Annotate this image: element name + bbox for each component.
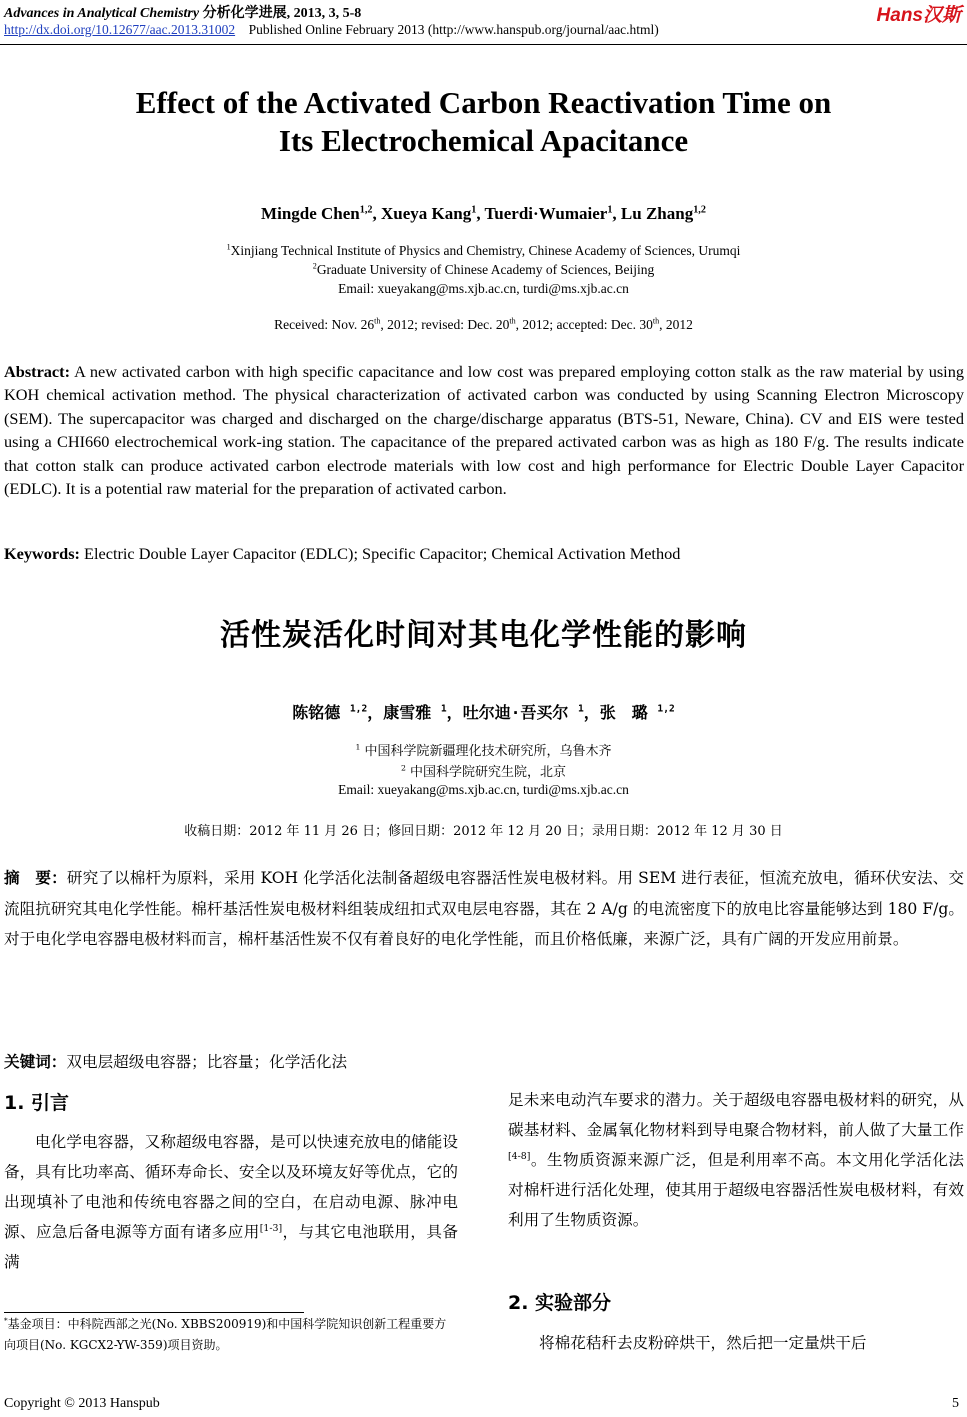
keywords-text-cn: 双电层超级电容器；比容量；化学活化法 xyxy=(66,1053,348,1071)
abstract-text-cn: 研究了以棉杆为原料，采用 KOH 化学活化法制备超级电容器活性炭电极材料。用 SEM 进行表征，恒流充放电，循环伏安法、交流阻抗研究其电化学性能。棉杆基活性炭电极材料组装成纽扣式双电层电容器，其在 2 A/g 的电流密度下的放电比容量能够达到 180 F/g。对于电化学电容器电极材料而言，棉杆基活性炭不仅有着良好的电化学性能，而且价格低廉，来源广泛，具有广阔的开发应用前景。 xyxy=(4,869,964,948)
author-list xyxy=(0,204,967,224)
journal-name-cn: 分析化学进展, 2013, 3, 5-8 xyxy=(202,6,362,21)
section-2-paragraph: 将棉花秸秆去皮粉碎烘干，然后把一定量烘干后 xyxy=(539,1334,867,1352)
affiliation-2 xyxy=(0,262,967,278)
author-name-cn: 吐尔迪·吾买尔 xyxy=(462,703,569,722)
author-name-cn: 陈铭德 xyxy=(292,703,341,722)
section-1-paragraph xyxy=(4,1127,458,1277)
paragraph-text: 。生物质资源来源广泛，但是利用率不高。本文用化学活化法对棉杆进行活化处理，使其用于超级电容器活性炭电极材料，有效利用了生物质资源。 xyxy=(508,1151,964,1229)
section-2-heading: 2. 实验部分 xyxy=(508,1292,612,1314)
author-list-cn xyxy=(0,700,967,723)
author-separator: ， xyxy=(446,703,463,722)
copyright: Copyright © 2013 Hanspub xyxy=(4,1396,160,1411)
keywords-label-cn: 关键词： xyxy=(4,1053,67,1071)
author-name: Lu Zhang xyxy=(620,204,694,223)
author-name-cn: 康雪雅 xyxy=(383,703,432,722)
page-number: 5 xyxy=(952,1396,959,1411)
received-sup: th xyxy=(374,316,381,326)
affil-text: Xinjiang Technical Institute of Physics and Chemistry, Chinese Academy of Sciences, Urumqi xyxy=(230,243,741,258)
revised-part: , 2012; revised: Dec. 20 xyxy=(380,317,510,332)
journal-header xyxy=(4,2,361,22)
paragraph-text: 足未来电动汽车要求的潜力。关于超级电容器电极材料的研究，从碳基材料、金属氧化物材料到导电聚合物材料，前人做了大量工作 xyxy=(508,1091,964,1139)
published-online: Published Online February 2013 (http://www.hanspub.org/journal/aac.html) xyxy=(248,22,659,37)
received-dates xyxy=(0,317,967,333)
dates-cn: 收稿日期：2012 年 11 月 26 日；修回日期：2012 年 12 月 20 日；录用日期：2012 年 12 月 30 日 xyxy=(184,824,783,839)
author-separator: , xyxy=(612,204,621,223)
revised-sup: th xyxy=(509,316,516,326)
author-separator: ， xyxy=(583,703,600,722)
affil-text: 中国科学院研究生院，北京 xyxy=(410,765,567,780)
author-name: Xueya Kang xyxy=(381,204,472,223)
doi-link[interactable]: http://dx.doi.org/10.12677/aac.2013.31002 xyxy=(4,22,236,37)
doi-line xyxy=(4,22,659,38)
abstract-label-cn: 摘 要： xyxy=(4,869,67,887)
paper-title-line1: Effect of the Activated Carbon Reactivation Time on xyxy=(135,85,832,120)
author-affil-sup: 1,2 xyxy=(693,204,706,216)
author-affil-sup: 1 xyxy=(577,703,584,715)
funding-footnote xyxy=(4,1314,458,1356)
affil-sup: 1 xyxy=(355,742,361,752)
citation: [1-3] xyxy=(259,1222,283,1234)
author-separator: ， xyxy=(367,703,384,722)
footnote-divider xyxy=(4,1312,304,1313)
section-1-paragraph-cont xyxy=(508,1085,964,1235)
email-cn: Email: xueyakang@ms.xjb.ac.cn, turdi@ms.xjb.ac.cn xyxy=(338,782,629,797)
affil-text: Graduate University of Chinese Academy of Sciences, Beijing xyxy=(316,262,655,277)
author-separator: , xyxy=(476,204,485,223)
keywords-en xyxy=(4,544,964,564)
author-affil-sup: 1,2 xyxy=(349,703,368,715)
paper-title-line2: Its Electrochemical Apacitance xyxy=(278,123,689,158)
footnote-mark: * xyxy=(4,1316,8,1325)
paper-title xyxy=(0,84,967,160)
author-affil-sup: 1 xyxy=(471,204,477,216)
affil-sup: 1 xyxy=(226,242,231,252)
paragraph-text: 电化学电容器，又称超级电容器，是可以快速充放电的储能设备，具有比功率高、循环寿命长、安全以及环境友好等优点，它的出现填补了电池和传统电容器之间的空白，在启动电源、脉冲电源、应急后备电源等方面有诸多应用 xyxy=(4,1133,458,1241)
journal-name: Advances in Analytical Chemistry xyxy=(4,6,200,21)
author-affil-sup: 1 xyxy=(440,703,447,715)
email-en: Email: xueyakang@ms.xjb.ac.cn, turdi@ms.xjb.ac.cn xyxy=(338,281,629,296)
affiliation-1 xyxy=(0,243,967,259)
accepted-part: , 2012; accepted: Dec. 30 xyxy=(515,317,653,332)
abstract-cn xyxy=(4,863,964,955)
citation: [4-8] xyxy=(508,1150,531,1162)
footnote-text: 基金项目：中科院西部之光(No. XBBS200919)和中国科学院知识创新工程重要方向项目(No. KGCX2-YW-359)项目资助。 xyxy=(4,1317,447,1352)
author-affil-sup: 1,2 xyxy=(657,703,675,715)
keywords-text: Electric Double Layer Capacitor (EDLC); Specific Capacitor; Chemical Activation Method xyxy=(79,544,681,563)
paragraph-text: ，与其它电池联用，具备满 xyxy=(4,1223,458,1271)
keywords-label: Keywords: xyxy=(4,544,80,563)
affiliation-cn-2 xyxy=(0,761,967,780)
author-separator: , xyxy=(372,204,381,223)
author-name-cn: 张 璐 xyxy=(599,703,648,722)
keywords-cn xyxy=(4,1050,964,1072)
affil-sup: 2 xyxy=(400,763,406,773)
abstract-en xyxy=(4,360,964,500)
affil-sup: 2 xyxy=(312,261,317,271)
abstract-label: Abstract: xyxy=(4,362,71,381)
affil-text: 中国科学院新疆理化技术研究所，乌鲁木齐 xyxy=(364,744,612,759)
affiliation-cn-1 xyxy=(0,740,967,759)
author-affil-sup: 1,2 xyxy=(359,204,373,216)
accepted-year: , 2012 xyxy=(659,317,693,332)
author-name: Tuerdi·Wumaier xyxy=(484,204,608,223)
section-1-heading: 1. 引言 xyxy=(4,1092,70,1114)
paper-title-cn: 活性炭活化时间对其电化学性能的影响 xyxy=(220,618,747,653)
hans-logo: Hans汉斯 xyxy=(876,5,961,26)
header-divider xyxy=(0,44,967,45)
author-affil-sup: 1 xyxy=(607,204,613,216)
received-part: Received: Nov. 26 xyxy=(274,317,375,332)
accepted-sup: th xyxy=(652,316,660,326)
author-name: Mingde Chen xyxy=(261,204,360,223)
abstract-text: A new activated carbon with high specific capacitance and low cost was prepared employing cotton stalk as the raw material by using KOH chemical activation method. The physical characterization of activated carbon was conducted by using Scanning Electron Microscopy (SEM). The supercapacitor was charged and discharged on the charge/discharge apparatus (BTS-51, Neware, China). CV and EIS were tested using a CHI660 electrochemical work-ing station. The capacitance of the prepared activated carbon was as high as 180 F/g. The results indicate that cotton stalk can produce activated carbon electrode materials with low cost and high performance for Electric Double Layer Capacitor (EDLC). It is a potential raw material for the preparation of activated carbon. xyxy=(4,362,964,499)
